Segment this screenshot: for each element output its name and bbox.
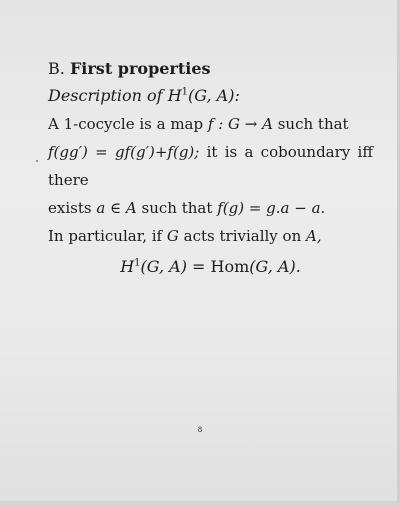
math-membership: a ∈ A: [96, 199, 137, 217]
scan-speck: [36, 160, 38, 162]
text-fragment: In particular, if: [48, 227, 163, 245]
math-args: (G, A): [140, 257, 187, 276]
section-number: B.: [48, 59, 65, 78]
cocycle-definition-line-3: [48, 194, 373, 222]
description-object: H: [167, 86, 182, 105]
section-heading: [48, 56, 373, 82]
math-cocycle-equation: f(gg′) = gf(g′)+f(g);: [48, 143, 200, 161]
math-equals: =: [186, 257, 211, 276]
text-fragment: A 1-cocycle is a map: [48, 115, 204, 133]
math-var-g: G: [166, 227, 179, 245]
text-fragment: acts trivially on: [183, 227, 302, 245]
cocycle-definition-line-1: [48, 110, 373, 138]
text-fragment: it is a coboundary iff there: [48, 143, 373, 189]
description-prefix: Description of: [48, 86, 163, 105]
math-var-a: A,: [306, 227, 322, 245]
math-h: H: [120, 257, 135, 276]
math-hom: Hom: [210, 257, 250, 276]
math-coboundary-equation: f(g) = g.a − a.: [217, 199, 326, 217]
text-fragment: exists: [48, 199, 92, 217]
display-equation: [48, 252, 373, 282]
math-map: f : G → A: [207, 115, 273, 133]
description-args: (G, A):: [188, 86, 240, 105]
page-content: [48, 56, 373, 282]
page-number: 8: [197, 426, 203, 434]
cocycle-definition-line-2: [48, 138, 373, 194]
description-line: [48, 82, 373, 110]
text-fragment: such that: [141, 199, 213, 217]
trivial-action-line: [48, 222, 373, 250]
math-superscript: 1: [134, 257, 141, 269]
description-superscript: 1: [181, 86, 189, 98]
text-fragment: such that: [277, 115, 349, 133]
section-title: First properties: [69, 59, 211, 78]
math-args: (G, A).: [249, 257, 301, 276]
